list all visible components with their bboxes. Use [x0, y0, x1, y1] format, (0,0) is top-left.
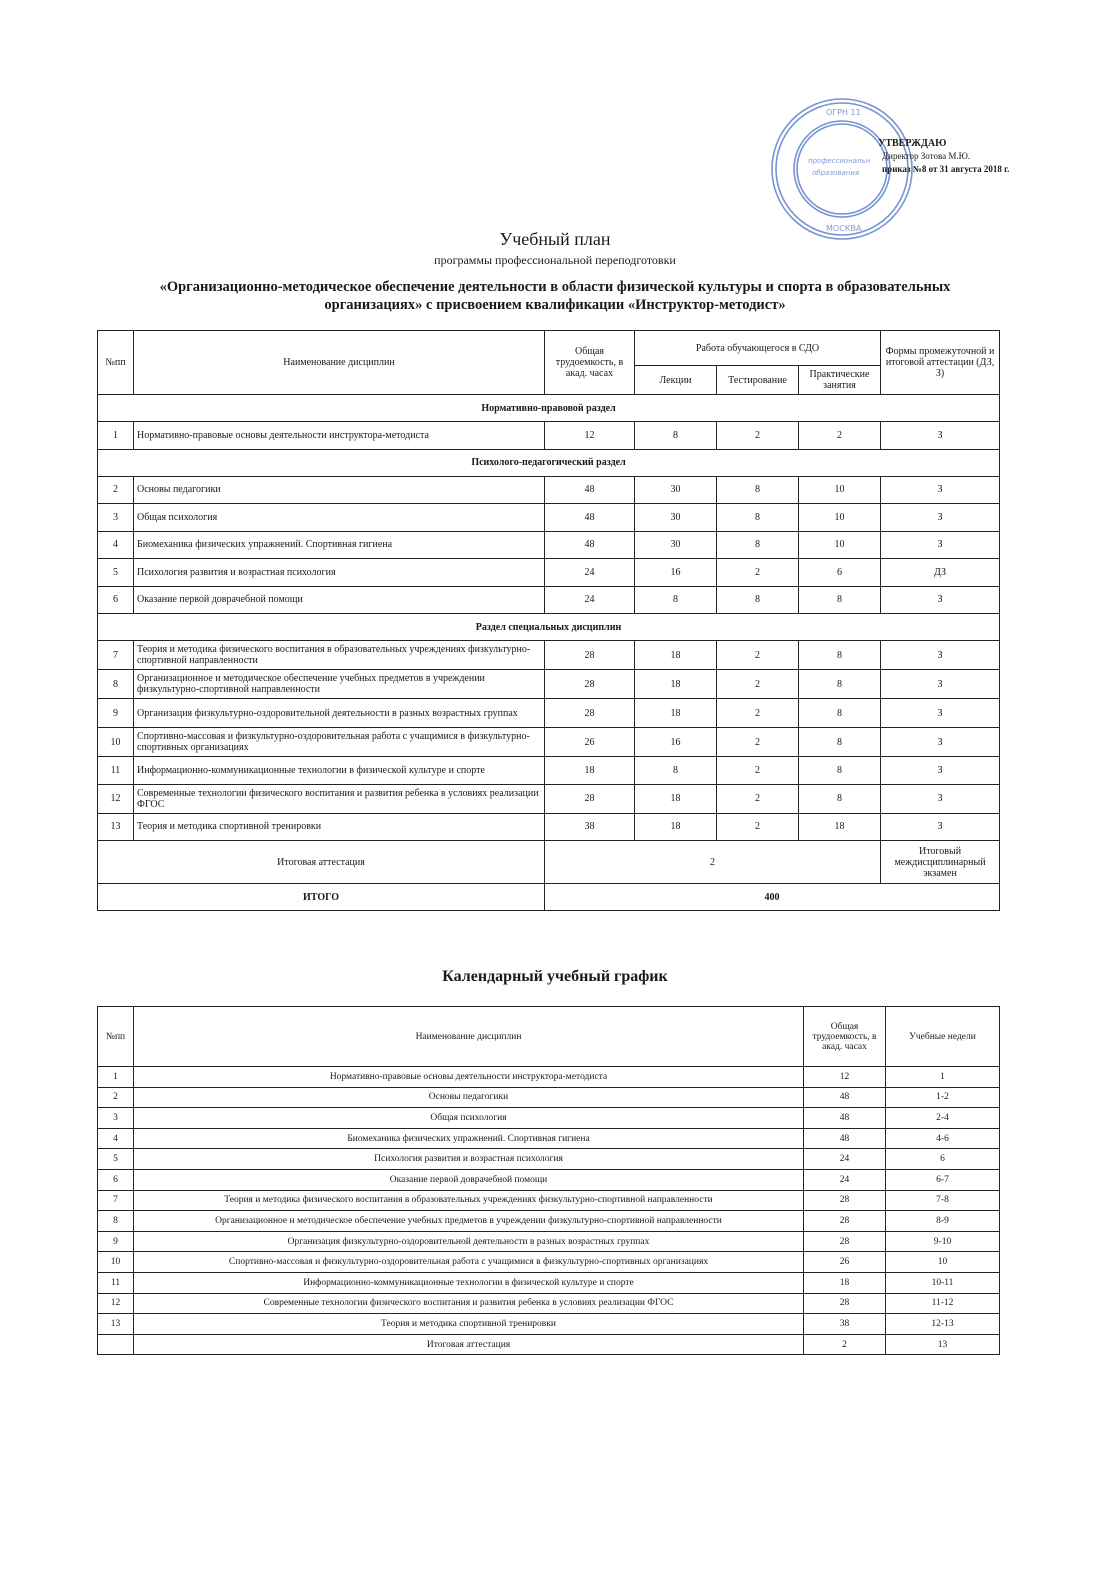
discipline-name: Общая психология: [134, 1108, 804, 1129]
table-row: [98, 1252, 1000, 1273]
practical-hours: 10: [799, 531, 881, 559]
total-hours: 48: [545, 504, 635, 532]
total-hours: 28: [804, 1293, 886, 1314]
testing-hours: 2: [717, 670, 799, 699]
program-name: «Организационно-методическое обеспечение деятельности в области физической культуры и спорта в образовательных организациях» с присвоением квалификации «Инструктор-методист»: [159, 279, 951, 313]
table-row: [98, 813, 1000, 841]
discipline-name: Нормативно-правовые основы деятельности инструктора-методиста: [134, 1067, 804, 1088]
row-number: 9: [98, 699, 134, 728]
total-hours: 38: [804, 1314, 886, 1335]
svg-text:образования: образования: [812, 169, 860, 177]
attestation-form: З: [881, 728, 1000, 757]
study-weeks: 1: [886, 1067, 1000, 1088]
table-row: [98, 1108, 1000, 1129]
practical-hours: 6: [799, 559, 881, 587]
attestation-form: З: [881, 476, 1000, 504]
discipline-name: Теория и методика физического воспитания в образовательных учреждениях физкультурно-спортивной направленности: [134, 1190, 804, 1211]
total-hours: 18: [804, 1272, 886, 1293]
total-hours: 12: [804, 1067, 886, 1088]
study-weeks: 10-11: [886, 1272, 1000, 1293]
practical-hours: 8: [799, 757, 881, 785]
practical-hours: 8: [799, 728, 881, 757]
total-hours: 48: [804, 1087, 886, 1108]
discipline-name: Теория и методика физического воспитания в образовательных учреждениях физкультурно-спортивной направленности: [134, 641, 545, 670]
table-row: [98, 1272, 1000, 1293]
row-number: 2: [98, 476, 134, 504]
section-title: Нормативно-правовой раздел: [98, 395, 1000, 422]
testing-hours: 2: [717, 641, 799, 670]
total-hours: 28: [545, 670, 635, 699]
practical-hours: 10: [799, 476, 881, 504]
attestation-form: З: [881, 670, 1000, 699]
total-hours: 24: [804, 1169, 886, 1190]
table-row: [98, 1314, 1000, 1335]
testing-hours: 2: [717, 757, 799, 785]
discipline-name: Общая психология: [134, 504, 545, 532]
attestation-form: З: [881, 699, 1000, 728]
discipline-name: Организация физкультурно-оздоровительной деятельности в разных возрастных группах: [134, 699, 545, 728]
practical-hours: 10: [799, 504, 881, 532]
lecture-hours: 16: [635, 728, 717, 757]
discipline-name: Организационное и методическое обеспечение учебных предметов в учреждении физкультурно-спортивной направленности: [134, 670, 545, 699]
calendar-table: [97, 1006, 1000, 1355]
approval-director: Директор Зотова М.Ю.: [882, 151, 971, 161]
approval-title: УТВЕРЖДАЮ: [878, 138, 947, 149]
final-form: Итоговый междисциплинарный экзамен: [881, 841, 1000, 884]
study-weeks: 7-8: [886, 1190, 1000, 1211]
study-weeks: 2-4: [886, 1108, 1000, 1129]
row-number: 12: [98, 784, 134, 813]
discipline-name: Биомеханика физических упражнений. Спортивная гигиена: [134, 1128, 804, 1149]
lecture-hours: 18: [635, 784, 717, 813]
discipline-name: Современные технологии физического воспитания и развития ребенка в условиях реализации ФГОС: [134, 784, 545, 813]
lecture-hours: 30: [635, 476, 717, 504]
testing-hours: 8: [717, 476, 799, 504]
col-lectures-header: Лекции: [635, 366, 717, 395]
total-hours: 38: [545, 813, 635, 841]
lecture-hours: 8: [635, 586, 717, 614]
total-hours: 2: [804, 1334, 886, 1355]
practical-hours: 8: [799, 670, 881, 699]
approval-order: приказ №8 от 31 августа 2018 г.: [882, 164, 1010, 174]
total-hours: 28: [545, 699, 635, 728]
discipline-name: Спортивно-массовая и физкультурно-оздоровительная работа с учащимися в физкультурно-спортивных организациях: [134, 728, 545, 757]
attestation-form: З: [881, 422, 1000, 450]
col-total-header: Общая трудоемкость, в акад. часах: [545, 331, 635, 395]
table-row: [98, 1128, 1000, 1149]
table-row: [98, 1087, 1000, 1108]
study-weeks: 9-10: [886, 1231, 1000, 1252]
discipline-name: Спортивно-массовая и физкультурно-оздоровительная работа с учащимися в физкультурно-спортивных организациях: [134, 1252, 804, 1273]
total-hours: 24: [545, 586, 635, 614]
row-number: [98, 1334, 134, 1355]
col-total-header: Общая трудоемкость, в акад. часах: [804, 1007, 886, 1067]
row-number: 4: [98, 531, 134, 559]
row-number: 3: [98, 504, 134, 532]
testing-hours: 2: [717, 784, 799, 813]
row-number: 6: [98, 1169, 134, 1190]
total-hours: 48: [545, 531, 635, 559]
table-row: [98, 699, 1000, 728]
practical-hours: 8: [799, 641, 881, 670]
study-weeks: 10: [886, 1252, 1000, 1273]
table-row: [98, 1149, 1000, 1170]
row-number: 10: [98, 728, 134, 757]
discipline-name: Теория и методика спортивной тренировки: [134, 1314, 804, 1335]
testing-hours: 2: [717, 559, 799, 587]
testing-hours: 8: [717, 586, 799, 614]
total-hours: 28: [545, 784, 635, 813]
testing-hours: 2: [717, 728, 799, 757]
total-hours: 12: [545, 422, 635, 450]
col-num-header: №пп: [98, 1007, 134, 1067]
study-weeks: 13: [886, 1334, 1000, 1355]
section-body: [98, 641, 1000, 841]
table-row: [98, 784, 1000, 813]
table-row: [98, 1169, 1000, 1190]
practical-hours: 8: [799, 586, 881, 614]
study-weeks: 11-12: [886, 1293, 1000, 1314]
row-number: 11: [98, 1272, 134, 1293]
col-weeks-header: Учебные недели: [886, 1007, 1000, 1067]
lecture-hours: 18: [635, 699, 717, 728]
discipline-name: Нормативно-правовые основы деятельности инструктора-методиста: [134, 422, 545, 450]
discipline-name: Биомеханика физических упражнений. Спортивная гигиена: [134, 531, 545, 559]
discipline-name: Психология развития и возрастная психология: [134, 559, 545, 587]
attestation-form: З: [881, 813, 1000, 841]
section-body: [98, 476, 1000, 614]
total-hours: 28: [804, 1231, 886, 1252]
row-number: 13: [98, 813, 134, 841]
header-row: [98, 1007, 1000, 1067]
row-number: 7: [98, 641, 134, 670]
discipline-name: Итоговая аттестация: [134, 1334, 804, 1355]
lecture-hours: 16: [635, 559, 717, 587]
table-row: [98, 1211, 1000, 1232]
final-attestation-row: [98, 841, 1000, 884]
testing-hours: 8: [717, 504, 799, 532]
final-label: Итоговая аттестация: [98, 841, 545, 884]
row-number: 4: [98, 1128, 134, 1149]
discipline-name: Основы педагогики: [134, 1087, 804, 1108]
total-hours: 24: [804, 1149, 886, 1170]
discipline-name: Организация физкультурно-оздоровительной деятельности в разных возрастных группах: [134, 1231, 804, 1252]
row-number: 1: [98, 1067, 134, 1088]
row-number: 7: [98, 1190, 134, 1211]
section-title: Раздел специальных дисциплин: [98, 614, 1000, 641]
final-value: 2: [545, 841, 881, 884]
curriculum-table: [97, 330, 1000, 911]
col-name-header: Наименование дисциплин: [134, 1007, 804, 1067]
practical-hours: 8: [799, 784, 881, 813]
col-name-header: Наименование дисциплин: [134, 331, 545, 395]
row-number: 8: [98, 1211, 134, 1232]
discipline-name: Информационно-коммуникационные технологии в физической культуре и спорте: [134, 1272, 804, 1293]
total-hours: 24: [545, 559, 635, 587]
row-number: 12: [98, 1293, 134, 1314]
lecture-hours: 8: [635, 757, 717, 785]
attestation-form: З: [881, 531, 1000, 559]
table-row: [98, 670, 1000, 699]
attestation-form: ДЗ: [881, 559, 1000, 587]
final-attestation-row: [98, 1334, 1000, 1355]
header-row: [98, 331, 1000, 366]
svg-text:профессиональн: профессиональн: [808, 157, 871, 165]
discipline-name: Организационное и методическое обеспечение учебных предметов в учреждении физкультурно-спортивной направленности: [134, 1211, 804, 1232]
lecture-hours: 18: [635, 641, 717, 670]
table-row: [98, 757, 1000, 785]
row-number: 8: [98, 670, 134, 699]
testing-hours: 8: [717, 531, 799, 559]
row-number: 5: [98, 559, 134, 587]
practical-hours: 8: [799, 699, 881, 728]
section-row: [98, 614, 1000, 641]
lecture-hours: 30: [635, 504, 717, 532]
table-row: [98, 504, 1000, 532]
table-row: [98, 641, 1000, 670]
table-row: [98, 422, 1000, 450]
total-hours: 28: [804, 1211, 886, 1232]
col-practical-header: Практические занятия: [799, 366, 881, 395]
document-subtitle: программы профессиональной переподготовки: [434, 253, 676, 267]
total-hours: 48: [804, 1128, 886, 1149]
study-weeks: 4-6: [886, 1128, 1000, 1149]
svg-text:МОСКВА: МОСКВА: [826, 224, 862, 233]
attestation-form: З: [881, 784, 1000, 813]
discipline-name: Психология развития и возрастная психология: [134, 1149, 804, 1170]
col-work-header: Работа обучающегося в СДО: [635, 331, 881, 366]
total-hours: 18: [545, 757, 635, 785]
attestation-form: З: [881, 757, 1000, 785]
study-weeks: 12-13: [886, 1314, 1000, 1335]
col-forms-header: Формы промежуточной и итоговой аттестации (ДЗ, З): [881, 331, 1000, 395]
table-row: [98, 476, 1000, 504]
total-hours: 26: [804, 1252, 886, 1273]
table-row: [98, 531, 1000, 559]
total-row: [98, 884, 1000, 911]
row-number: 3: [98, 1108, 134, 1129]
table-row: [98, 586, 1000, 614]
calendar-body: [98, 1067, 1000, 1355]
discipline-name: Оказание первой доврачебной помощи: [134, 586, 545, 614]
discipline-name: Современные технологии физического воспитания и развития ребенка в условиях реализации ФГОС: [134, 1293, 804, 1314]
col-num-header: №пп: [98, 331, 134, 395]
col-testing-header: Тестирование: [717, 366, 799, 395]
study-weeks: 6-7: [886, 1169, 1000, 1190]
row-number: 1: [98, 422, 134, 450]
attestation-form: З: [881, 504, 1000, 532]
section-row: [98, 395, 1000, 422]
row-number: 2: [98, 1087, 134, 1108]
attestation-form: З: [881, 641, 1000, 670]
practical-hours: 18: [799, 813, 881, 841]
attestation-form: З: [881, 586, 1000, 614]
row-number: 9: [98, 1231, 134, 1252]
document-title: Учебный план: [499, 229, 611, 249]
table-row: [98, 1190, 1000, 1211]
calendar-title: Календарный учебный график: [442, 968, 668, 985]
table-row: [98, 559, 1000, 587]
row-number: 6: [98, 586, 134, 614]
study-weeks: 1-2: [886, 1087, 1000, 1108]
discipline-name: Основы педагогики: [134, 476, 545, 504]
lecture-hours: 18: [635, 670, 717, 699]
total-label: ИТОГО: [98, 884, 545, 911]
table-row: [98, 1231, 1000, 1252]
section-body: [98, 422, 1000, 450]
svg-text:ОГРН 11: ОГРН 11: [826, 108, 861, 117]
testing-hours: 2: [717, 699, 799, 728]
row-number: 13: [98, 1314, 134, 1335]
section-row: [98, 449, 1000, 476]
total-hours: 28: [804, 1190, 886, 1211]
lecture-hours: 18: [635, 813, 717, 841]
practical-hours: 2: [799, 422, 881, 450]
total-hours: 28: [545, 641, 635, 670]
lecture-hours: 8: [635, 422, 717, 450]
approval-block: [878, 137, 1078, 176]
table-row: [98, 728, 1000, 757]
lecture-hours: 30: [635, 531, 717, 559]
total-hours: 48: [545, 476, 635, 504]
row-number: 11: [98, 757, 134, 785]
total-hours: 48: [804, 1108, 886, 1129]
testing-hours: 2: [717, 422, 799, 450]
discipline-name: Оказание первой доврачебной помощи: [134, 1169, 804, 1190]
discipline-name: Информационно-коммуникационные технологии в физической культуре и спорте: [134, 757, 545, 785]
table-row: [98, 1067, 1000, 1088]
row-number: 5: [98, 1149, 134, 1170]
testing-hours: 2: [717, 813, 799, 841]
section-title: Психолого-педагогический раздел: [98, 449, 1000, 476]
table-row: [98, 1293, 1000, 1314]
total-hours: 26: [545, 728, 635, 757]
study-weeks: 6: [886, 1149, 1000, 1170]
discipline-name: Теория и методика спортивной тренировки: [134, 813, 545, 841]
row-number: 10: [98, 1252, 134, 1273]
study-weeks: 8-9: [886, 1211, 1000, 1232]
total-value: 400: [545, 884, 1000, 911]
